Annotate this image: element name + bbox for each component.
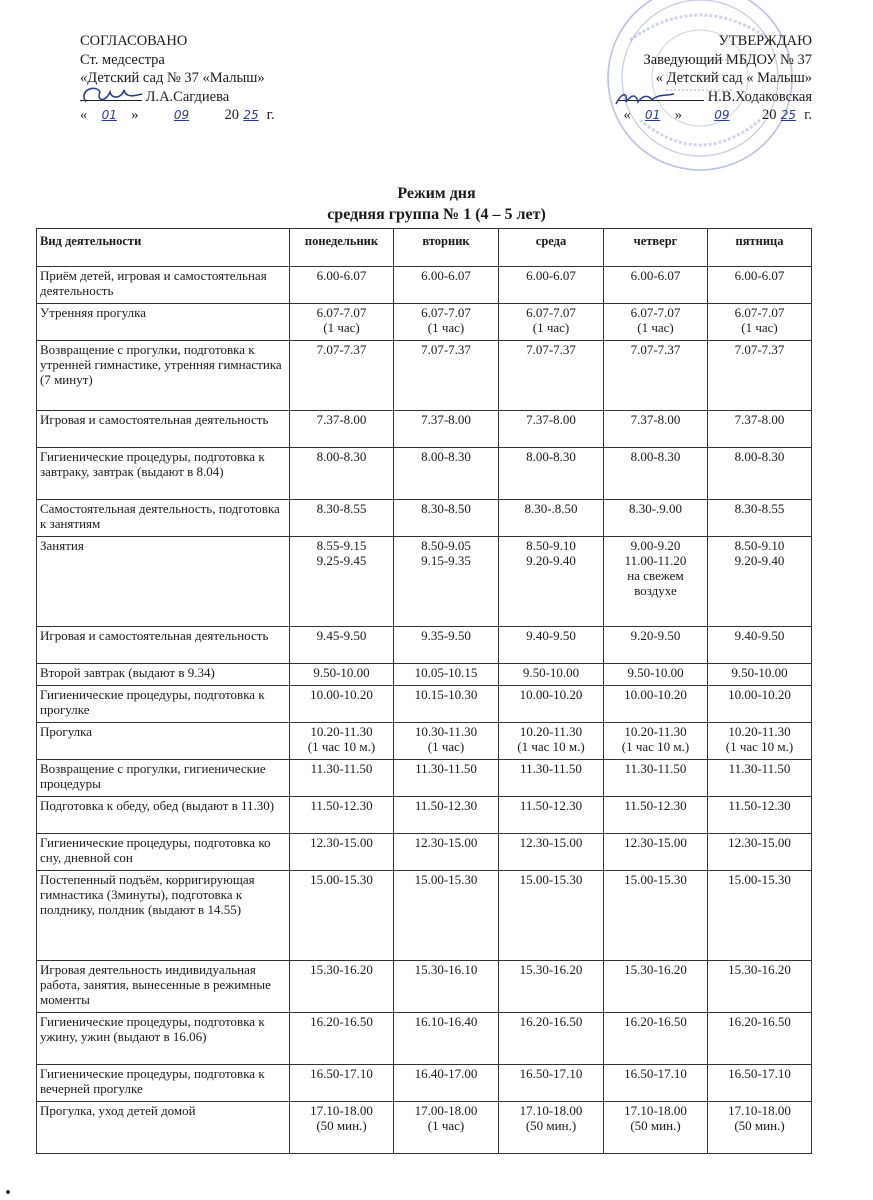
time-cell: 17.00-18.00 (1 час): [394, 1102, 499, 1154]
time-cell: 11.30-11.50: [394, 760, 499, 797]
time-cell: 16.20-16.50: [708, 1013, 812, 1065]
table-header-row: [37, 229, 812, 267]
time-cell: 16.50-17.10: [604, 1065, 708, 1102]
activity-cell: Гигиенические процедуры, подготовка к прогулке: [37, 686, 290, 723]
time-cell: 9.45-9.50: [290, 627, 394, 664]
time-cell: 8.00-8.30: [290, 448, 394, 500]
time-cell: 7.37-8.00: [394, 411, 499, 448]
table-row: [37, 500, 812, 537]
time-cell: 15.00-15.30: [708, 871, 812, 961]
time-cell: 10.05-10.15: [394, 664, 499, 686]
time-cell: 9.35-9.50: [394, 627, 499, 664]
table-row: [37, 686, 812, 723]
time-cell: 8.50-9.10 9.20-9.40: [708, 537, 812, 627]
time-cell: 12.30-15.00: [604, 834, 708, 871]
time-cell: 11.30-11.50: [604, 760, 708, 797]
time-cell: 7.07-7.37: [394, 341, 499, 411]
table-row: [37, 627, 812, 664]
time-cell: 7.07-7.37: [604, 341, 708, 411]
time-cell: 8.55-9.15 9.25-9.45: [290, 537, 394, 627]
time-cell: 16.20-16.50: [604, 1013, 708, 1065]
time-cell: 10.20-11.30 (1 час 10 м.): [290, 723, 394, 760]
table-row: [37, 537, 812, 627]
activity-cell: Подготовка к обеду, обед (выдают в 11.30): [37, 797, 290, 834]
time-cell: 9.50-10.00: [708, 664, 812, 686]
activity-cell: Гигиенические процедуры, подготовка к ужину, ужин (выдают в 16.06): [37, 1013, 290, 1065]
date-month-left: 09: [173, 108, 190, 122]
activity-cell: Занятия: [37, 537, 290, 627]
name-left: Л.А.Сагдиева: [145, 88, 230, 105]
time-cell: 8.00-8.30: [708, 448, 812, 500]
time-cell: 10.20-11.30 (1 час 10 м.): [708, 723, 812, 760]
time-cell: 8.30-8.50: [394, 500, 499, 537]
time-cell: 7.37-8.00: [708, 411, 812, 448]
time-cell: 15.30-16.20: [708, 961, 812, 1013]
time-cell: 6.00-6.07: [290, 267, 394, 304]
time-cell: 7.37-8.00: [604, 411, 708, 448]
header-thursday: четверг: [604, 229, 708, 267]
time-cell: 11.50-12.30: [499, 797, 604, 834]
time-cell: 6.07-7.07 (1 час): [394, 304, 499, 341]
time-cell: 12.30-15.00: [394, 834, 499, 871]
time-cell: 9.40-9.50: [708, 627, 812, 664]
time-cell: 6.00-6.07: [708, 267, 812, 304]
table-row: [37, 834, 812, 871]
time-cell: 9.50-10.00: [604, 664, 708, 686]
time-cell: 11.30-11.50: [708, 760, 812, 797]
time-cell: 12.30-15.00: [708, 834, 812, 871]
time-cell: 15.00-15.30: [394, 871, 499, 961]
header-activity: Вид деятельности: [37, 229, 290, 267]
table-row: [37, 411, 812, 448]
position-left: Ст. медсестра: [80, 51, 165, 68]
time-cell: 8.00-8.30: [604, 448, 708, 500]
time-cell: 10.00-10.20: [708, 686, 812, 723]
activity-cell: Игровая деятельность индивидуальная работа, занятия, вынесенные в режимные моменты: [37, 961, 290, 1013]
time-cell: 9.40-9.50: [499, 627, 604, 664]
document-title: Режим дня: [397, 185, 476, 202]
time-cell: 11.50-12.30: [708, 797, 812, 834]
time-cell: 11.50-12.30: [604, 797, 708, 834]
time-cell: 16.50-17.10: [290, 1065, 394, 1102]
time-cell: 10.30-11.30 (1 час): [394, 723, 499, 760]
time-cell: 8.00-8.30: [499, 448, 604, 500]
table-row: [37, 304, 812, 341]
time-cell: 8.00-8.30: [394, 448, 499, 500]
activity-cell: Гигиенические процедуры, подготовка к вечерней прогулке: [37, 1065, 290, 1102]
approve-label: УТВЕРЖДАЮ: [718, 33, 812, 49]
time-cell: 10.20-11.30 (1 час 10 м.): [499, 723, 604, 760]
activity-cell: Приём детей, игровая и самостоятельная деятельность: [37, 267, 290, 304]
activity-cell: Прогулка, уход детей домой: [37, 1102, 290, 1154]
time-cell: 10.15-10.30: [394, 686, 499, 723]
activity-cell: Второй завтрак (выдают в 9.34): [37, 664, 290, 686]
time-cell: 10.20-11.30 (1 час 10 м.): [604, 723, 708, 760]
date-line-left: « 01 » 09 20 25 г.: [80, 107, 275, 123]
table-row: [37, 1013, 812, 1065]
time-cell: 10.00-10.20: [499, 686, 604, 723]
time-cell: 6.07-7.07 (1 час): [290, 304, 394, 341]
time-cell: 15.30-16.10: [394, 961, 499, 1013]
table-row: [37, 723, 812, 760]
signature-left: [78, 80, 148, 115]
time-cell: 7.07-7.37: [290, 341, 394, 411]
date-month-right: 09: [714, 108, 730, 122]
time-cell: 16.10-16.40: [394, 1013, 499, 1065]
activity-cell: Самостоятельная деятельность, подготовка к занятиям: [37, 500, 290, 537]
date-line-right: « 01 » 09 20 25 г.: [623, 107, 812, 123]
agreed-label: СОГЛАСОВАНО: [80, 33, 188, 49]
table-row: [37, 341, 812, 411]
time-cell: 6.00-6.07: [499, 267, 604, 304]
time-cell: 15.00-15.30: [499, 871, 604, 961]
signature-right: [612, 88, 682, 115]
activity-cell: Возвращение с прогулки, подготовка к утренней гимнастике, утренняя гимнастика (7 минут): [37, 341, 290, 411]
time-cell: 8.50-9.10 9.20-9.40: [499, 537, 604, 627]
time-cell: 7.37-8.00: [499, 411, 604, 448]
time-cell: 12.30-15.00: [290, 834, 394, 871]
schedule-table: [36, 228, 812, 1154]
time-cell: 12.30-15.00: [499, 834, 604, 871]
time-cell: 6.00-6.07: [604, 267, 708, 304]
time-cell: 16.50-17.10: [499, 1065, 604, 1102]
time-cell: 16.40-17.00: [394, 1065, 499, 1102]
activity-cell: Игровая и самостоятельная деятельность: [37, 627, 290, 664]
time-cell: 8.30-8.55: [708, 500, 812, 537]
time-cell: 15.00-15.30: [290, 871, 394, 961]
header-wednesday: среда: [499, 229, 604, 267]
time-cell: 6.07-7.07 (1 час): [708, 304, 812, 341]
time-cell: 8.30-8.55: [290, 500, 394, 537]
time-cell: 8.50-9.05 9.15-9.35: [394, 537, 499, 627]
date-year-right: 25: [780, 108, 797, 122]
position-right: Заведующий МБДОУ № 37: [643, 51, 812, 68]
table-row: [37, 760, 812, 797]
time-cell: 10.00-10.20: [290, 686, 394, 723]
date-day-right: 01: [645, 108, 661, 122]
header-tuesday: вторник: [394, 229, 499, 267]
activity-cell: Прогулка: [37, 723, 290, 760]
time-cell: 16.20-16.50: [290, 1013, 394, 1065]
activity-cell: Игровая и самостоятельная деятельность: [37, 411, 290, 448]
header-friday: пятница: [708, 229, 812, 267]
document-subtitle: средняя группа № 1 (4 – 5 лет): [327, 206, 546, 223]
time-cell: 9.50-10.00: [499, 664, 604, 686]
time-cell: 17.10-18.00 (50 мин.): [604, 1102, 708, 1154]
table-row: [37, 267, 812, 304]
table-row: [37, 664, 812, 686]
time-cell: 15.30-16.20: [604, 961, 708, 1013]
time-cell: 7.07-7.37: [499, 341, 604, 411]
org-right: « Детский сад « Малыш»: [655, 70, 812, 86]
org-left: «Детский сад № 37 «Малыш»: [80, 70, 265, 86]
activity-cell: Гигиенические процедуры, подготовка к завтраку, завтрак (выдают в 8.04): [37, 448, 290, 500]
time-cell: 6.07-7.07 (1 час): [604, 304, 708, 341]
time-cell: 11.50-12.30: [290, 797, 394, 834]
table-row: [37, 448, 812, 500]
time-cell: 7.37-8.00: [290, 411, 394, 448]
time-cell: 16.20-16.50: [499, 1013, 604, 1065]
time-cell: 8.30-.9.00: [604, 500, 708, 537]
time-cell: 9.20-9.50: [604, 627, 708, 664]
activity-cell: Возвращение с прогулки, гигиенические процедуры: [37, 760, 290, 797]
date-year-left: 25: [243, 108, 259, 122]
activity-cell: Утренняя прогулка: [37, 304, 290, 341]
time-cell: 9.50-10.00: [290, 664, 394, 686]
scan-speck: [6, 1190, 10, 1194]
name-right: Н.В.Ходаковская: [707, 88, 812, 105]
time-cell: 8.30-.8.50: [499, 500, 604, 537]
time-cell: 17.10-18.00 (50 мин.): [290, 1102, 394, 1154]
table-row: [37, 961, 812, 1013]
header-monday: понедельник: [290, 229, 394, 267]
time-cell: 6.07-7.07 (1 час): [499, 304, 604, 341]
date-day-left: 01: [101, 108, 117, 122]
activity-cell: Постепенный подъём, корригирующая гимнастика (3минуты), подготовка к полднику, полдник (выдают в 14.55): [37, 871, 290, 961]
time-cell: 15.00-15.30: [604, 871, 708, 961]
time-cell: 15.30-16.20: [290, 961, 394, 1013]
activity-cell: Гигиенические процедуры, подготовка ко сну, дневной сон: [37, 834, 290, 871]
time-cell: 16.50-17.10: [708, 1065, 812, 1102]
time-cell: 11.30-11.50: [290, 760, 394, 797]
time-cell: 7.07-7.37: [708, 341, 812, 411]
time-cell: 17.10-18.00 (50 мин.): [708, 1102, 812, 1154]
time-cell: 17.10-18.00 (50 мин.): [499, 1102, 604, 1154]
time-cell: 15.30-16.20: [499, 961, 604, 1013]
table-row: [37, 871, 812, 961]
time-cell: 11.30-11.50: [499, 760, 604, 797]
table-row: [37, 1102, 812, 1154]
time-cell: 6.00-6.07: [394, 267, 499, 304]
time-cell: 10.00-10.20: [604, 686, 708, 723]
table-row: [37, 1065, 812, 1102]
time-cell: 11.50-12.30: [394, 797, 499, 834]
table-row: [37, 797, 812, 834]
time-cell: 9.00-9.20 11.00-11.20 на свежем воздухе: [604, 537, 708, 627]
